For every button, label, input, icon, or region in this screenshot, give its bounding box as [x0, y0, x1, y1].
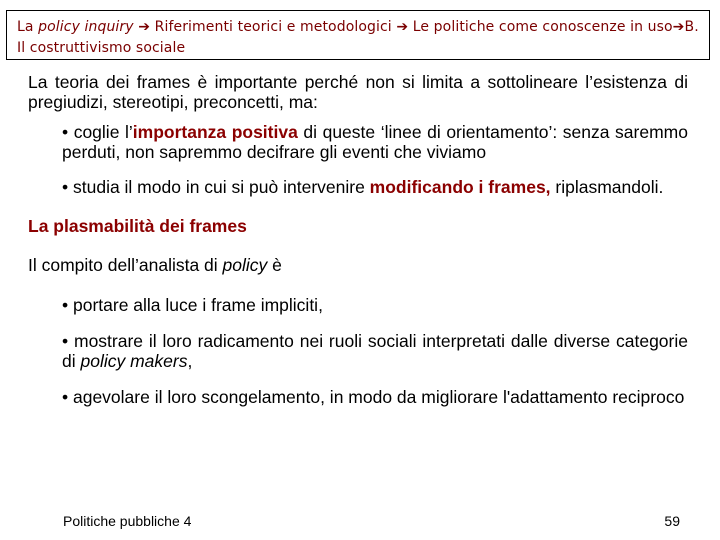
intro-paragraph: La teoria dei frames è importante perché non si limita a sottolineare l’esistenza di pregiudizi, stereotipi, preconcetti, ma: [28, 72, 688, 112]
section-heading: La plasmabilità dei frames [28, 216, 247, 236]
slide-header [6, 10, 710, 60]
crumb-conoscenze: Le politiche come conoscenze in uso [412, 19, 673, 35]
bullet-frame-impliciti: • portare alla luce i frame impliciti, [62, 295, 323, 315]
crumb-riferimenti: Riferimenti teorici e metodologici [154, 19, 392, 35]
arrow-right-icon: ➔ [138, 19, 151, 35]
arrow-right-icon: ➔ [672, 19, 685, 35]
task-paragraph: Il compito dell’analista di policy è [28, 255, 282, 275]
bullet-scongelamento: • agevolare il loro scongelamento, in modo da migliorare l'adattamento reciproco [62, 387, 685, 407]
crumb-costruttivismo: B. Il costruttivismo sociale [17, 19, 699, 56]
slide-body [28, 72, 688, 407]
bullet-modificando: • studia il modo in cui si può intervenire modificando i frames, riplasmandoli. [62, 177, 664, 197]
footer-course: Politiche pubbliche 4 [63, 513, 192, 529]
page-number: 59 [664, 513, 680, 529]
bullet-radicamento: • mostrare il loro radicamento nei ruoli sociali interpretati dalle diverse categorie di policy makers, [62, 331, 688, 371]
arrow-right-icon: ➔ [396, 19, 409, 35]
crumb-policy-inquiry: La policy inquiry [17, 19, 134, 35]
bullet-importanza: • coglie l’importanza positiva di queste ‘linee di orientamento’: senza saremmo perduti, non sapremmo decifrare gli eventi che viviamo [62, 122, 688, 162]
